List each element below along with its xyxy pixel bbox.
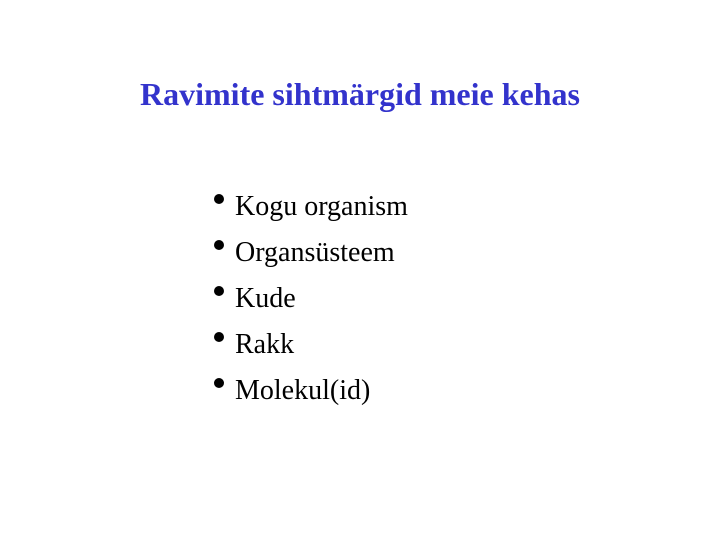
bullet-text: Organsüsteem xyxy=(235,237,395,268)
bullet-item xyxy=(214,276,408,322)
bullet-dot-icon xyxy=(214,286,224,296)
slide-title: Ravimite sihtmärgid meie kehas xyxy=(140,76,580,112)
bullet-item xyxy=(214,322,408,368)
bullet-list xyxy=(214,184,408,414)
bullet-dot-icon xyxy=(214,240,224,250)
bullet-item xyxy=(214,184,408,230)
bullet-dot-icon xyxy=(214,378,224,388)
bullet-item xyxy=(214,230,408,276)
bullet-text: Rakk xyxy=(235,329,295,360)
bullet-dot-icon xyxy=(214,194,224,204)
bullet-dot-icon xyxy=(214,332,224,342)
bullet-item xyxy=(214,368,408,414)
bullet-text: Kude xyxy=(235,283,296,314)
bullet-text: Molekul(id) xyxy=(235,375,371,406)
bullet-text: Kogu organism xyxy=(235,191,408,222)
